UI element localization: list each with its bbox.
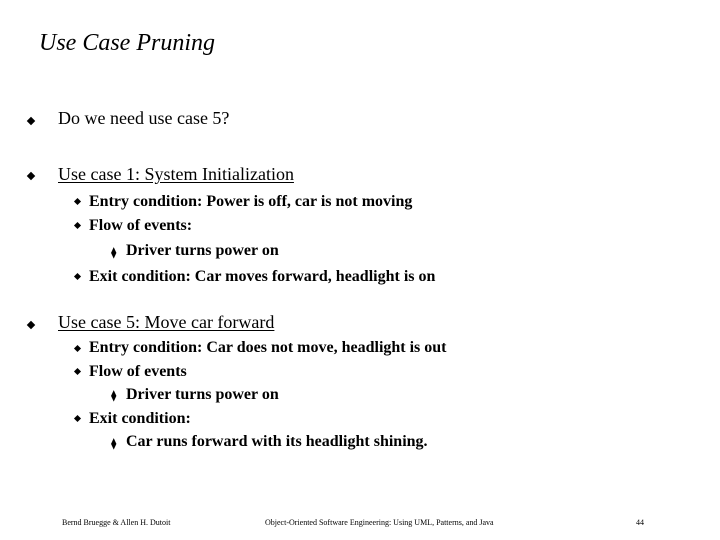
small-diamond-bullet-icon [74,345,81,352]
uc5-driver-step: Driver turns power on [126,386,279,403]
uc5-entry-condition: Entry condition: Car does not move, headlight is out [89,339,447,356]
small-diamond-bullet-icon [74,368,81,375]
use-case-5-heading: Use case 5: Move car forward [58,312,275,332]
small-diamond-bullet-icon [74,415,81,422]
footer-authors: Bernd Bruegge & Allen H. Dutoit [62,518,171,527]
bullet-need-use-case-5: Do we need use case 5? [58,108,230,128]
uc1-entry-condition: Entry condition: Power is off, car is not moving [89,193,413,210]
uc1-flow-of-events: Flow of events: [89,217,193,234]
bullet-use-case-5 [58,312,274,333]
uc5-exit-condition: Exit condition: [89,410,191,427]
use-case-1-heading: Use case 1: System Initialization [58,164,294,184]
diamond-bullet-icon [27,321,35,329]
uc5-car-runs-step: Car runs forward with its headlight shining. [126,433,428,450]
uc1-driver-step: Driver turns power on [126,242,279,259]
uc1-exit-condition: Exit condition: Car moves forward, headlight is on [89,268,436,285]
slide-title: Use Case Pruning [39,30,215,56]
arrowhead-bullet-icon: ⧫ [111,247,117,259]
small-diamond-bullet-icon [74,198,81,205]
arrowhead-bullet-icon: ⧫ [111,390,117,402]
small-diamond-bullet-icon [74,273,81,280]
footer-book-title: Object-Oriented Software Engineering: Using UML, Patterns, and Java [265,518,494,527]
bullet-use-case-1 [58,164,294,185]
uc5-flow-of-events: Flow of events [89,363,187,380]
small-diamond-bullet-icon [74,222,81,229]
arrowhead-bullet-icon: ⧫ [111,438,117,450]
footer-page-number: 44 [636,518,644,527]
diamond-bullet-icon [27,117,35,125]
diamond-bullet-icon [27,172,35,180]
